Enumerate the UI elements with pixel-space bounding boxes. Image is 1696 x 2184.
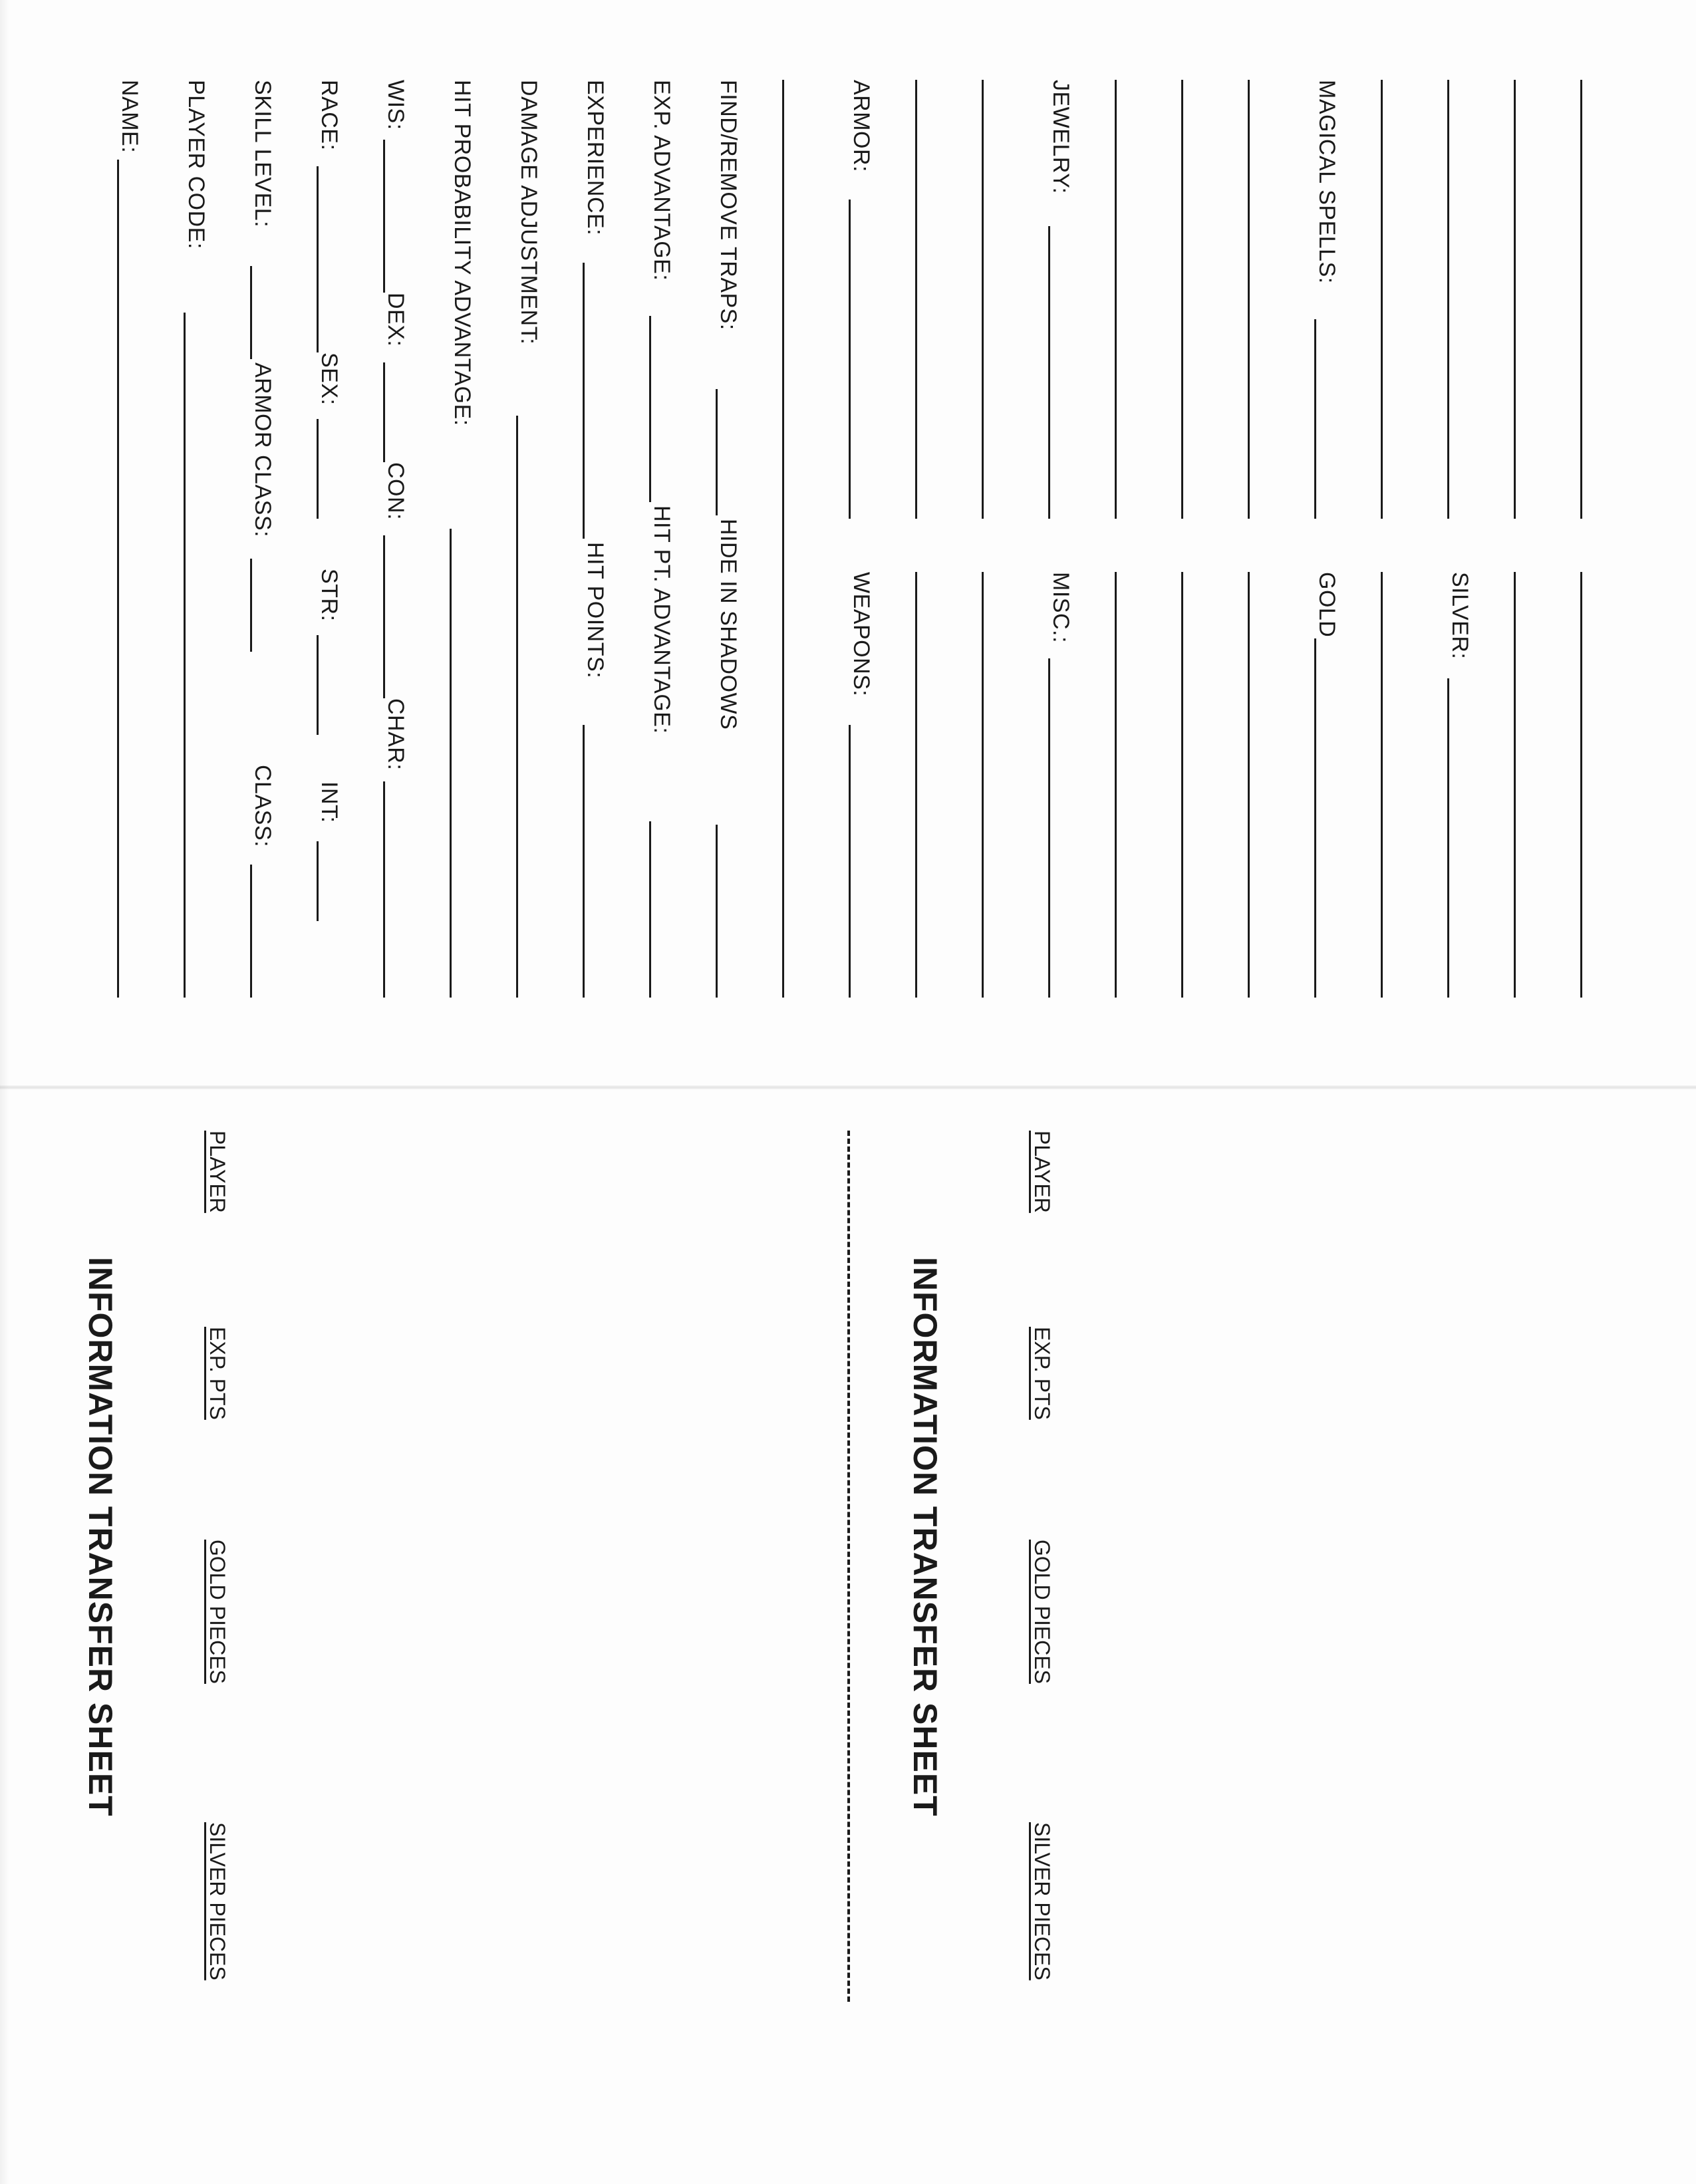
con-label: CON:	[383, 462, 408, 520]
wis-label: WIS:	[383, 80, 408, 130]
col-player: PLAYER	[206, 1131, 229, 1213]
col-player: PLAYER	[1030, 1131, 1054, 1213]
misc-line[interactable]	[1248, 572, 1250, 998]
spells-line[interactable]	[1381, 572, 1383, 998]
armor-line[interactable]	[982, 80, 984, 519]
silver-field[interactable]	[1447, 678, 1449, 998]
player-code-field[interactable]	[184, 313, 186, 998]
transfer-title: INFORMATION TRANSFER SHEET	[907, 1257, 944, 1817]
char-label: CHAR:	[383, 698, 408, 771]
class-field[interactable]	[250, 865, 252, 998]
armor-field[interactable]	[849, 200, 851, 519]
blank-line[interactable]	[782, 80, 784, 998]
jewelry-line[interactable]	[1248, 80, 1250, 519]
gold-label: GOLD	[1314, 572, 1340, 638]
class-label: CLASS:	[250, 765, 275, 847]
page-fold-crease	[0, 1085, 1696, 1089]
hit-pt-advantage-field[interactable]	[649, 821, 651, 998]
silver-label: SILVER:	[1447, 572, 1473, 660]
damage-adjustment-label: DAMAGE ADJUSTMENT:	[516, 80, 541, 345]
col-exp-pts: EXP. PTS	[1030, 1327, 1054, 1420]
misc-line[interactable]	[1181, 572, 1183, 998]
misc-field[interactable]	[1048, 658, 1050, 998]
spells-line[interactable]	[1580, 80, 1582, 519]
weapons-line[interactable]	[982, 572, 984, 998]
con-field[interactable]	[383, 535, 385, 698]
int-field[interactable]	[317, 841, 319, 921]
hit-probability-field[interactable]	[450, 529, 452, 998]
find-remove-traps-label: FIND/REMOVE TRAPS:	[716, 80, 741, 331]
col-silver-pieces: SILVER PIECES	[206, 1822, 229, 1980]
race-field[interactable]	[317, 166, 319, 352]
gold-field[interactable]	[1314, 638, 1316, 998]
jewelry-label: JEWELRY:	[1048, 80, 1073, 194]
col-silver-pieces: SILVER PIECES	[1030, 1822, 1054, 1980]
hide-in-shadows-label: HIDE IN SHADOWS	[716, 519, 741, 730]
hit-pt-advantage-label: HIT PT. ADVANTAGE:	[649, 505, 674, 734]
damage-adjustment-field[interactable]	[516, 416, 518, 998]
col-gold-pieces: GOLD PIECES	[206, 1540, 229, 1684]
armor-class-label: ARMOR CLASS:	[250, 362, 275, 537]
spells-line[interactable]	[1514, 80, 1516, 519]
jewelry-line[interactable]	[1115, 80, 1117, 519]
transfer-title: INFORMATION TRANSFER SHEET	[82, 1257, 119, 1817]
experience-field[interactable]	[583, 263, 585, 539]
exp-advantage-field[interactable]	[649, 316, 651, 502]
name-label: NAME:	[117, 80, 142, 154]
player-code-label: PLAYER CODE:	[184, 80, 209, 249]
exp-advantage-label: EXP. ADVANTAGE:	[649, 80, 674, 281]
spells-line[interactable]	[1580, 572, 1582, 998]
int-label: INT:	[317, 781, 342, 823]
dex-label: DEX:	[383, 293, 408, 347]
char-field[interactable]	[383, 781, 385, 998]
sex-label: SEX:	[317, 352, 342, 406]
jewelry-field[interactable]	[1048, 226, 1050, 519]
armor-class-field[interactable]	[250, 559, 252, 652]
hide-in-shadows-field[interactable]	[716, 825, 718, 998]
spells-line[interactable]	[1447, 80, 1449, 519]
col-gold-pieces: GOLD PIECES	[1030, 1540, 1054, 1684]
skill-level-label: SKILL LEVEL:	[250, 80, 275, 228]
skill-level-field[interactable]	[250, 266, 252, 359]
str-label: STR:	[317, 569, 342, 622]
weapons-label: WEAPONS:	[849, 572, 874, 697]
weapons-field[interactable]	[849, 725, 851, 998]
armor-line[interactable]	[915, 80, 917, 519]
hit-probability-label: HIT PROBABILITY ADVANTAGE:	[450, 80, 475, 426]
page-edge-shadow	[0, 0, 9, 2184]
magical-spells-field[interactable]	[1314, 319, 1316, 519]
misc-label: MISC.:	[1048, 572, 1073, 643]
hit-points-label: HIT POINTS:	[583, 542, 608, 679]
weapons-line[interactable]	[915, 572, 917, 998]
hit-points-field[interactable]	[583, 725, 585, 998]
misc-line[interactable]	[1115, 572, 1117, 998]
race-label: RACE:	[317, 80, 342, 151]
cut-line	[847, 1131, 850, 2002]
col-exp-pts: EXP. PTS	[206, 1327, 229, 1420]
magical-spells-label: MAGICAL SPELLS:	[1314, 80, 1340, 284]
experience-label: EXPERIENCE:	[583, 80, 608, 236]
dex-field[interactable]	[383, 362, 385, 462]
jewelry-line[interactable]	[1181, 80, 1183, 519]
name-field[interactable]	[117, 160, 119, 998]
spells-line[interactable]	[1381, 80, 1383, 519]
find-remove-traps-field[interactable]	[716, 389, 718, 515]
wis-field[interactable]	[383, 140, 385, 293]
sex-field[interactable]	[317, 419, 319, 519]
str-field[interactable]	[317, 635, 319, 735]
spells-line[interactable]	[1514, 572, 1516, 998]
armor-label: ARMOR:	[849, 80, 874, 172]
